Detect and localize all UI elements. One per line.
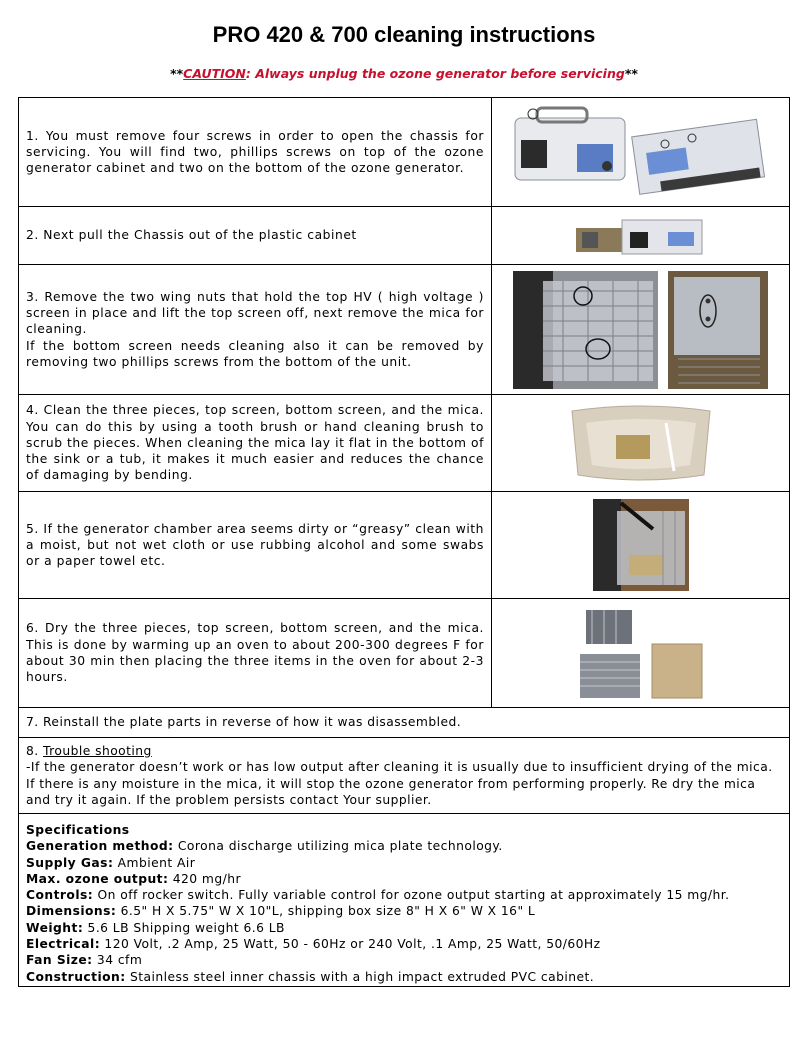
caution-banner: [0, 66, 808, 81]
troubleshooting-body: -If the generator doesn’t work or has low output after cleaning it is usually due to insufficient drying of the mica. If there is any moisture in the mica, it will stop the ozone generator from performing properly. Re dry the mica and try it again. If the problem persists contact Your supplier.: [26, 760, 773, 807]
ozone-generator-photo: [507, 106, 775, 198]
spec-fan-size: Fan Size: 34 cfm: [26, 953, 143, 968]
step-row-7: [19, 708, 789, 738]
caution-label: CAUTION: [183, 66, 246, 81]
caution-prefix: **: [170, 66, 184, 81]
specifications-heading: Specifications: [26, 823, 130, 837]
step-7-text: 7. Reinstall the plate parts in reverse of how it was disassembled.: [26, 715, 462, 730]
bottom-screen-photo: [668, 271, 768, 389]
spec-generation-method: Generation method: Corona discharge utilizing mica plate technology.: [26, 839, 503, 854]
step-row-6: [19, 599, 789, 708]
step-2-photo: [492, 207, 789, 264]
step-4-text: 4. Clean the three pieces, top screen, bottom screen, and the mica. You can do this by using a tooth brush or hand cleaning brush to scrub the pieces. When cleaning the mica lay it flat in the bottom of the sink or a tub, it makes it much easier and reduces the chance of damaging by bending.: [26, 403, 484, 483]
generator-chamber-photo: [593, 499, 689, 591]
step-row-1: [19, 98, 789, 207]
step-3-photos: [492, 265, 789, 394]
step-5-photo: [492, 492, 789, 598]
cleaning-tray-photo: [566, 401, 716, 485]
step-1-photo: [492, 98, 789, 206]
page-title: PRO 420 & 700 cleaning instructions: [212, 22, 596, 47]
instructions-table: [18, 97, 790, 987]
spec-max-ozone-output: Max. ozone output: 420 mg/hr: [26, 871, 241, 886]
spec-electrical: Electrical: 120 Volt, .2 Amp, 25 Watt, 50 - 60Hz or 240 Volt, .1 Amp, 25 Watt, 50/60Hz: [26, 937, 601, 952]
caution-message: : Always unplug the ozone generator before servicing: [245, 66, 625, 81]
specifications-block: [19, 814, 789, 986]
step-5-text: 5. If the generator chamber area seems dirty or “greasy” clean with a moist, but not wet cloth or use rubbing alcohol and some swabs or a paper towel etc.: [26, 521, 484, 569]
step-row-4: [19, 395, 789, 492]
caution-suffix: **: [624, 66, 638, 81]
step-2-text: 2. Next pull the Chassis out of the plastic cabinet: [26, 228, 357, 243]
specifications-row: [19, 814, 789, 986]
spec-construction: Construction: Stainless steel inner chassis with a high impact extruded PVC cabinet.: [26, 969, 595, 984]
step-1-text: 1. You must remove four screws in order to open the chassis for servicing. You will find two, phillips screws on top of the ozone generator cabinet and two on the bottom of the ozone generator.: [26, 128, 484, 176]
spec-supply-gas: Supply Gas: Ambient Air: [26, 855, 196, 870]
step-4-photo: [492, 395, 789, 491]
troubleshooting-heading: Trouble shooting: [43, 744, 152, 758]
step-6-text: 6. Dry the three pieces, top screen, bottom screen, and the mica. This is done by warming up an oven to about 200-300 degrees F for about 30 min then placing the three items in the oven for about 2-3 hours.: [26, 621, 484, 685]
step-row-5: [19, 492, 789, 599]
troubleshooting-row: [19, 738, 789, 814]
spec-controls: Controls: On off rocker switch. Fully variable control for ozone output starting at approximately 15 mg/hr.: [26, 888, 730, 903]
step-row-3: [19, 265, 789, 395]
dried-pieces-photo: [574, 604, 708, 702]
spec-weight: Weight: 5.6 LB Shipping weight 6.6 LB: [26, 920, 285, 935]
spec-dimensions: Dimensions: 6.5" H X 5.75" W X 10"L, shipping box size 8" H X 6" W X 16" L: [26, 904, 536, 919]
step-row-2: [19, 207, 789, 265]
step-3-text-2: If the bottom screen needs cleaning also it can be removed by removing two phillips screws from the bottom of the unit.: [26, 338, 484, 369]
step-6-photo: [492, 599, 789, 707]
troubleshooting-number: 8.: [26, 744, 43, 758]
chassis-pulled-photo: [572, 214, 710, 258]
step-3-text: 3. Remove the two wing nuts that hold the top HV ( high voltage ) screen in place and lift the top screen off, next remove the mica for cleaning.: [26, 289, 484, 337]
hv-screen-photo: [513, 271, 658, 389]
